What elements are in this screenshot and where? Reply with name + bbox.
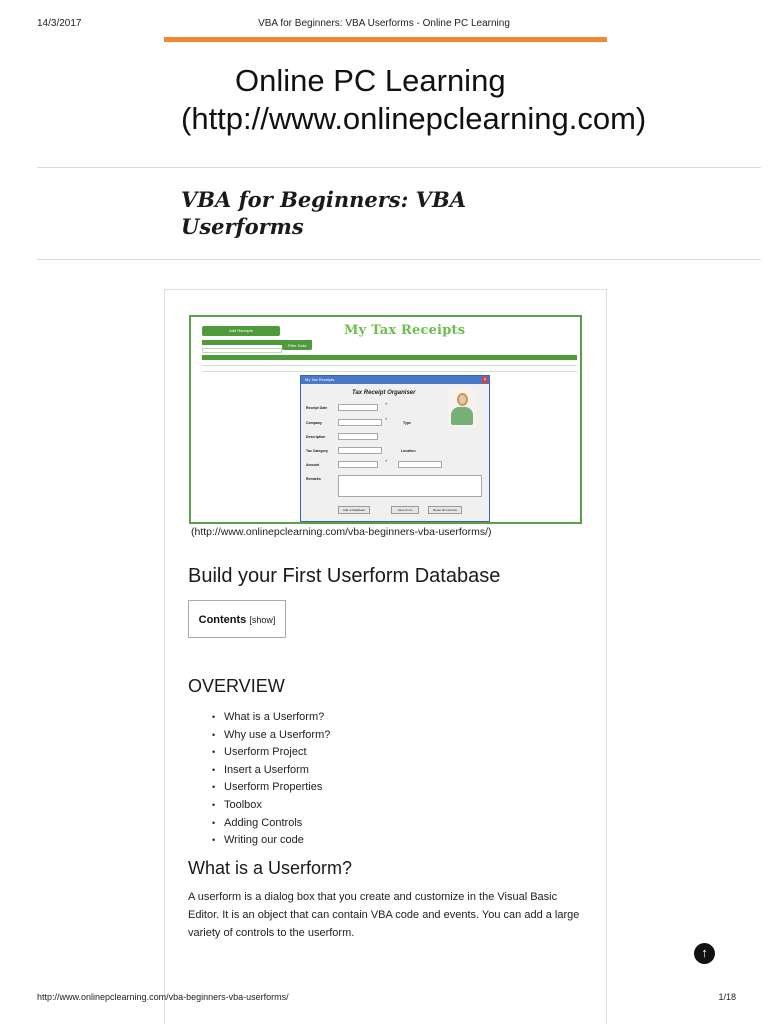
field-label: Remarks — [306, 477, 321, 481]
section-heading-what-is: What is a Userform? — [188, 858, 353, 878]
company-combo — [338, 419, 382, 426]
list-item[interactable]: • Toolbox — [212, 797, 330, 815]
list-item[interactable]: • Adding Controls — [212, 815, 330, 833]
dialog-title: Tax Receipt Organiser — [352, 390, 416, 396]
list-item[interactable]: • What is a Userform? — [212, 709, 330, 727]
location-combo — [398, 461, 442, 468]
list-item[interactable]: • Userform Project — [212, 744, 330, 762]
tax-category-combo — [338, 447, 382, 454]
amount-box — [338, 461, 378, 468]
print-page-number: 1/18 — [718, 992, 736, 1002]
field-label: Company — [306, 421, 322, 425]
toc-show-toggle[interactable]: [show] — [249, 615, 276, 625]
image-caption-link[interactable]: (http://www.onlinepclearning.com/vba-beginners-vba-userforms/) — [191, 526, 492, 538]
remarks-box — [338, 475, 482, 497]
close-icon: × — [483, 377, 487, 383]
filter-row — [202, 348, 282, 353]
section-heading-overview: OVERVIEW — [188, 676, 285, 696]
add-receipts-button: Add Receipts — [202, 326, 280, 336]
site-title[interactable] — [181, 62, 646, 138]
field-label: Tax Category — [306, 449, 328, 453]
print-doc-title: VBA for Beginners: VBA Userforms - Online PC Learning — [258, 18, 510, 29]
print-date: 14/3/2017 — [37, 18, 82, 29]
print-header — [0, 18, 768, 32]
photo-torso — [451, 407, 473, 425]
sheet-bottom-line — [202, 522, 577, 524]
field-label: Receipt Date — [306, 406, 328, 410]
userform-screenshot-image[interactable] — [189, 315, 582, 524]
site-name[interactable]: Online PC Learning — [235, 63, 506, 98]
list-item[interactable]: • Insert a Userform — [212, 762, 330, 780]
intro-paragraph: A userform is a dialog box that you create and customize in the Visual Basic Editor. It is an object that can contain VBA code and events. You can add a large variety of controls to the userform. — [188, 891, 580, 939]
receipt-date-box — [338, 404, 378, 411]
post-title: VBA for Beginners: VBA Userforms — [181, 187, 467, 239]
toc-label: Contents — [198, 614, 247, 626]
userform-dialog — [300, 375, 490, 522]
required-star: * — [385, 418, 388, 424]
print-footer-url: http://www.onlinepclearning.com/vba-beginners-vba-userforms/ — [37, 992, 289, 1002]
dialog-titlebar-text: My Tax Receipts — [305, 377, 335, 382]
list-item[interactable]: • Userform Properties — [212, 779, 330, 797]
person-photo — [448, 389, 476, 427]
add-to-database-button: Add to Database — [338, 506, 370, 514]
required-star: * — [385, 460, 388, 466]
sheet-table-header — [202, 355, 577, 360]
filter-data-button: Filter Data — [282, 341, 312, 350]
list-item[interactable]: • Writing our code — [212, 832, 330, 850]
photo-face — [457, 393, 468, 406]
header-accent-bar — [164, 37, 607, 42]
description-box — [338, 433, 378, 440]
overview-list — [212, 709, 330, 850]
table-of-contents — [188, 600, 286, 638]
field-label: Type — [403, 421, 411, 425]
save-form-button: Save Form — [391, 506, 419, 514]
required-star: * — [385, 403, 388, 409]
list-item[interactable]: • Why use a Userform? — [212, 727, 330, 745]
section-heading-build: Build your First Userform Database — [188, 565, 501, 587]
divider — [37, 259, 761, 260]
field-label: Description — [306, 435, 326, 439]
field-label: Location — [401, 449, 416, 453]
dialog-titlebar — [301, 376, 489, 384]
site-url[interactable]: (http://www.onlinepclearning.com) — [181, 101, 647, 136]
field-label: Amount — [306, 463, 320, 467]
scroll-to-top-icon[interactable]: ↑ — [694, 943, 715, 964]
divider — [37, 167, 761, 168]
sheet-table-row — [202, 361, 577, 366]
app-title: My Tax Receipts — [344, 323, 466, 338]
sheet-table-row — [202, 367, 577, 372]
reset-controls-button: Reset all Controls — [428, 506, 462, 514]
